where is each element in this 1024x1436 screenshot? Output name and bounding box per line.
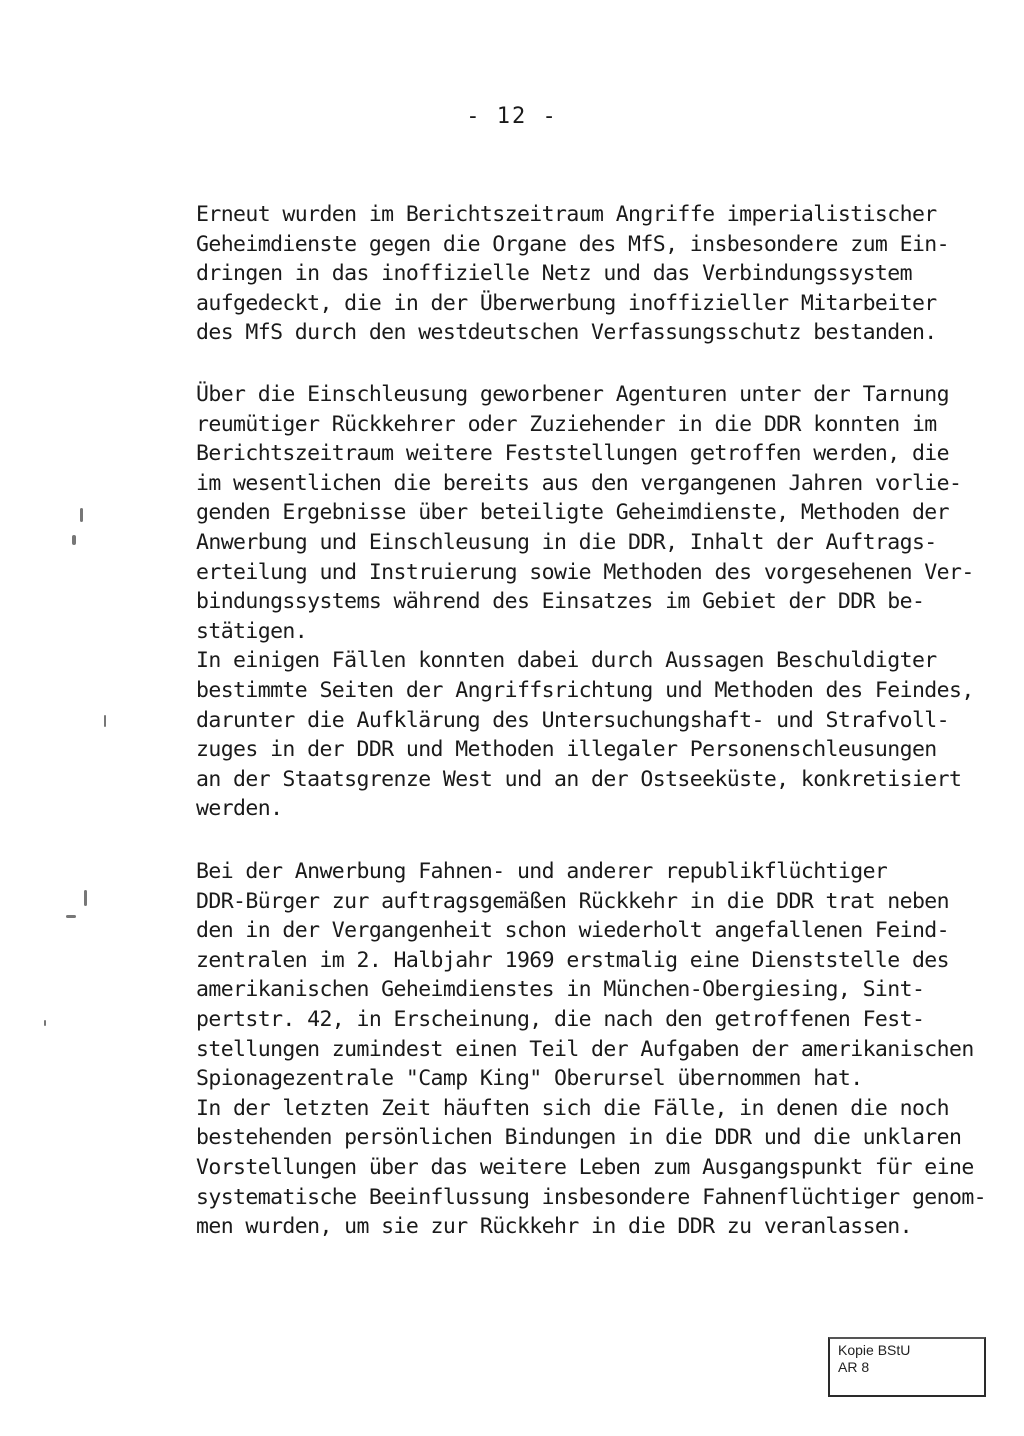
text-line: Über die Einschleusung geworbener Agenturen unter der Tarnung xyxy=(196,382,949,407)
text-line: Geheimdienste gegen die Organe des MfS, insbesondere zum Ein- xyxy=(196,231,949,257)
text-line: bestimmte Seiten der Angriffsrichtung und Methoden des Feindes, xyxy=(196,677,974,703)
text-line: DDR-Bürger zur auftragsgemäßen Rückkehr in die DDR trat neben xyxy=(196,888,949,914)
scan-speck xyxy=(104,715,106,727)
text-line: men wurden, um sie zur Rückkehr in die DDR zu veranlassen. xyxy=(196,1214,912,1240)
text-line: Vorstellungen über das weitere Leben zum Ausgangspunkt für eine xyxy=(196,1154,974,1180)
text-line: systematische Beeinflussung insbesondere Fahnenflüchtiger genom- xyxy=(196,1184,987,1210)
text-line: bestehenden persönlichen Bindungen in die DDR und die unklaren xyxy=(196,1125,962,1151)
stamp-line-2: AR 8 xyxy=(838,1359,870,1375)
text-line: Erneut wurden im Berichtszeitraum Angriffe imperialistischer xyxy=(196,202,937,227)
text-line: stellungen zumindest einen Teil der Aufgaben der amerikanischen xyxy=(196,1036,974,1062)
text-line: Berichtszeitraum weitere Feststellungen getroffen werden, die xyxy=(196,441,949,467)
scan-speck xyxy=(44,1020,46,1026)
paragraph-2 xyxy=(196,380,986,824)
scan-speck xyxy=(66,915,76,918)
stamp-line-1: Kopie BStU xyxy=(838,1342,911,1358)
text-line: zuges in der DDR und Methoden illegaler Personenschleusungen xyxy=(196,737,937,763)
text-line: erteilung und Instruierung sowie Methoden des vorgesehenen Ver- xyxy=(196,559,974,585)
text-line: pertstr. 42, in Erscheinung, die nach den getroffenen Fest- xyxy=(196,1006,925,1032)
text-line: reumütiger Rückkehrer oder Zuziehender in die DDR konnten im xyxy=(196,411,937,437)
text-line: In der letzten Zeit häuften sich die Fälle, in denen die noch xyxy=(196,1095,949,1121)
text-line: In einigen Fällen konnten dabei durch Aussagen Beschuldigter xyxy=(196,648,937,674)
paragraph-3 xyxy=(196,857,986,1242)
scan-speck xyxy=(72,535,76,545)
text-line: zentralen im 2. Halbjahr 1969 erstmalig eine Dienststelle des xyxy=(196,947,949,973)
text-line: an der Staatsgrenze West und an der Ostseeküste, konkretisiert xyxy=(196,766,962,792)
text-line: Spionagezentrale "Camp King" Oberursel übernommen hat. xyxy=(196,1066,863,1092)
text-line: Bei der Anwerbung Fahnen- und anderer republikflüchtiger xyxy=(196,859,888,884)
text-line: darunter die Aufklärung des Untersuchungshaft- und Strafvoll- xyxy=(196,707,949,733)
text-line: stätigen. xyxy=(196,618,308,644)
text-line: den in der Vergangenheit schon wiederholt angefallenen Feind- xyxy=(196,918,949,944)
text-line: genden Ergebnisse über beteiligte Geheimdienste, Methoden der xyxy=(196,500,949,526)
text-line: Anwerbung und Einschleusung in die DDR, Inhalt der Auftrags- xyxy=(196,529,937,555)
scan-speck xyxy=(80,508,83,522)
text-line: amerikanischen Geheimdienstes in München-Obergiesing, Sint- xyxy=(196,977,925,1003)
archive-stamp xyxy=(828,1337,986,1397)
text-line: im wesentlichen die bereits aus den vergangenen Jahren vorlie- xyxy=(196,470,962,496)
text-line: aufgedeckt, die in der Überwerbung inoffizieller Mitarbeiter xyxy=(196,290,937,316)
page-number: - 12 - xyxy=(466,104,558,129)
text-line: bindungssystems während des Einsatzes im Gebiet der DDR be- xyxy=(196,589,925,615)
text-line: werden. xyxy=(196,796,283,822)
paragraph-1 xyxy=(196,200,986,348)
text-line: dringen in das inoffizielle Netz und das Verbindungssystem xyxy=(196,261,912,287)
text-line: des MfS durch den westdeutschen Verfassungsschutz bestanden. xyxy=(196,320,937,346)
scan-speck xyxy=(84,890,87,906)
